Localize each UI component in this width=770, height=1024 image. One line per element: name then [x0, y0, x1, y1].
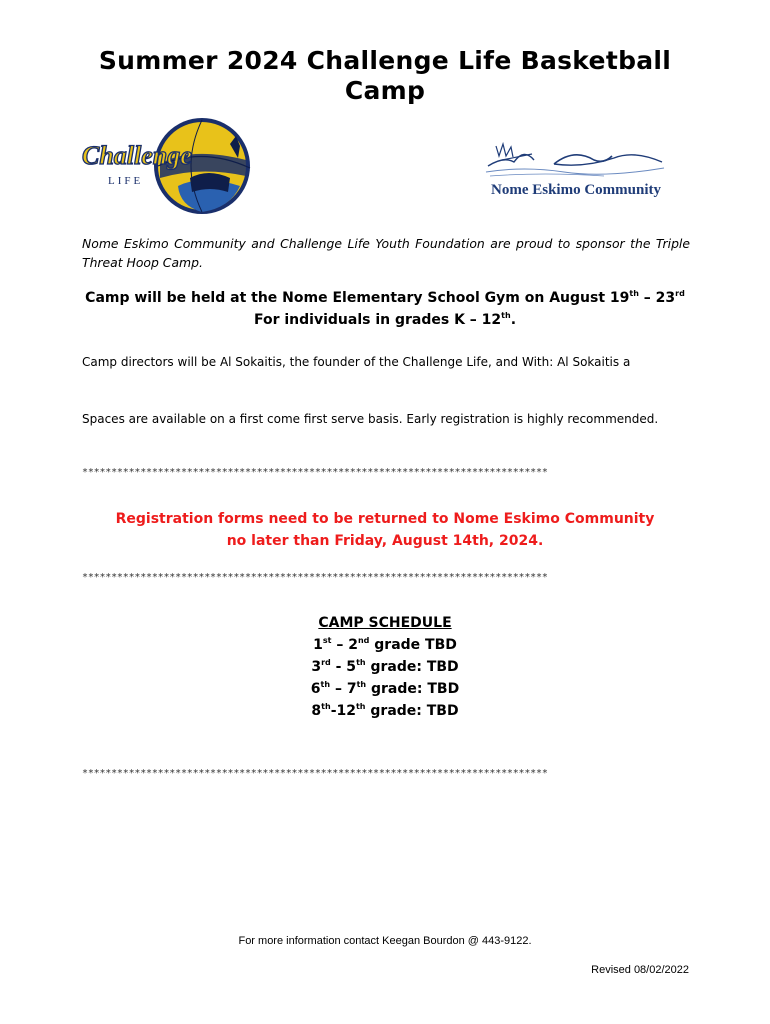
intro-paragraph: Nome Eskimo Community and Challenge Life Youth Foundation are proud to sponsor the Triple Threat Hoop Camp. [82, 236, 690, 270]
registration-line-2: no later than Friday, August 14th, 2024. [226, 533, 544, 549]
camp-schedule [185, 612, 585, 722]
schedule-row: 8th-12th grade: TBD [311, 702, 459, 719]
divider: ******************************************************************************** [82, 467, 548, 478]
camp-location-line: Camp will be held at the Nome Elementary School Gym on August 19th – 23rd [85, 289, 685, 306]
registration-line-1: Registration forms need to be returned to Nome Eskimo Community [115, 511, 655, 527]
directors-paragraph: Camp directors will be Al Sokaitis, the founder of the Challenge Life, and With: Al Sokaitis a [82, 355, 631, 369]
schedule-row: 1st – 2nd grade TBD [313, 636, 457, 653]
challenge-life-logo [80, 116, 255, 218]
divider: ******************************************************************************** [82, 768, 548, 779]
nome-eskimo-community-wordmark: Nome Eskimo Community [491, 182, 662, 198]
camp-grades-line: For individuals in grades K – 12th. [253, 311, 517, 328]
divider: ******************************************************************************** [82, 572, 548, 583]
schedule-row: 3rd - 5th grade: TBD [311, 658, 459, 675]
registration-notice [82, 508, 688, 552]
schedule-heading: CAMP SCHEDULE [318, 615, 452, 631]
life-logo-wordmark: LIFE [108, 175, 144, 187]
camp-info [82, 287, 688, 331]
page-title: Summer 2024 Challenge Life Basketball Camp [98, 46, 672, 105]
challenge-logo-wordmark: Challenge [82, 141, 192, 170]
contact-line: For more information contact Keegan Bourdon @ 443-9122. [238, 935, 532, 947]
revised-date: Revised 08/02/2022 [591, 964, 689, 976]
schedule-row: 6th – 7th grade: TBD [310, 680, 460, 697]
spaces-paragraph: Spaces are available on a first come first serve basis. Early registration is highly recommended. [82, 412, 659, 426]
